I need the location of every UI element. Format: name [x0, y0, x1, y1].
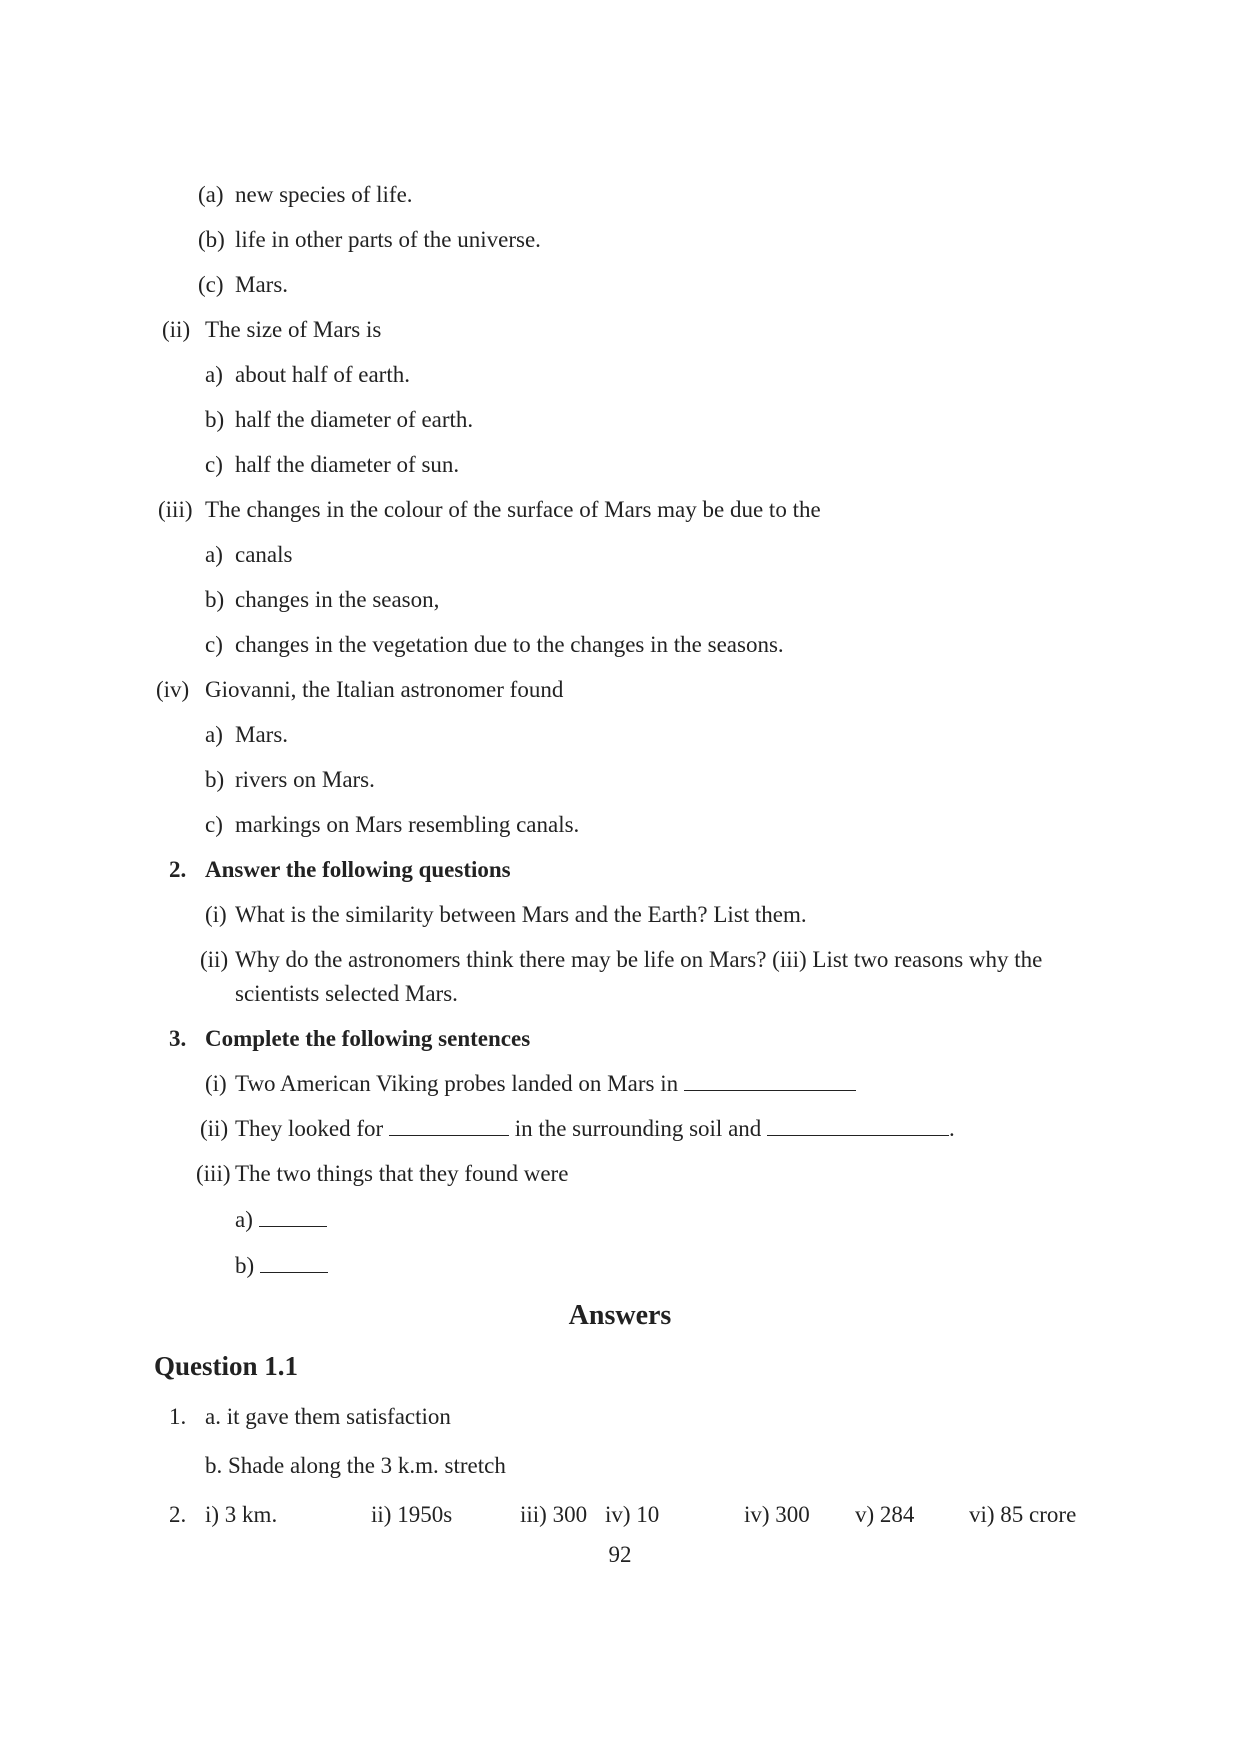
- answer-text: a. it gave them satisfaction: [205, 1404, 451, 1429]
- answer-value: i) 3 km.: [205, 1502, 278, 1527]
- option-label: c): [205, 632, 223, 657]
- fill-blank: [260, 1254, 328, 1273]
- blank-item: b): [235, 1252, 328, 1280]
- option-text: about half of earth.: [235, 362, 410, 387]
- fill-blank: [259, 1208, 327, 1227]
- option-text: life in other parts of the universe.: [235, 227, 541, 252]
- question-text: The changes in the colour of the surface of Mars may be due to the: [205, 497, 821, 522]
- option-text: changes in the vegetation due to the changes in the seasons.: [235, 632, 784, 657]
- option-text: markings on Mars resembling canals.: [235, 812, 580, 837]
- section-number: 2.: [169, 857, 187, 882]
- fill-blank: [389, 1117, 509, 1136]
- question-label: (ii): [200, 947, 229, 972]
- question-text: What is the similarity between Mars and the Earth? List them.: [235, 902, 807, 927]
- answer-value: ii) 1950s: [371, 1502, 453, 1527]
- option-text: half the diameter of earth.: [235, 407, 474, 432]
- question-label: (iii): [196, 1161, 231, 1186]
- question-text: They looked for in the surrounding soil and .: [235, 1116, 955, 1141]
- page-number: 92: [608, 1542, 632, 1567]
- section-heading: Complete the following sentences: [205, 1026, 531, 1051]
- question-text: The size of Mars is: [205, 317, 382, 342]
- option-text: new species of life.: [235, 182, 413, 207]
- option-label: a): [205, 542, 223, 567]
- question-label: (ii): [200, 1116, 229, 1141]
- option-label: c): [205, 812, 223, 837]
- answer-text: b. Shade along the 3 k.m. stretch: [205, 1453, 506, 1478]
- option-text: Mars.: [235, 722, 289, 747]
- option-text: half the diameter of sun.: [235, 452, 460, 477]
- fill-blank: [767, 1117, 949, 1136]
- answer-number: 2.: [169, 1502, 187, 1527]
- section-number: 3.: [169, 1026, 187, 1051]
- blank-item: a): [235, 1206, 327, 1234]
- question-text: The two things that they found were: [235, 1161, 569, 1186]
- option-label: b): [205, 407, 225, 432]
- option-label: a): [205, 362, 223, 387]
- question-text: Why do the astronomers think there may be life on Mars? (iii) List two reasons why the: [235, 947, 1043, 972]
- option-text: rivers on Mars.: [235, 767, 375, 792]
- answer-value: iv) 300: [744, 1502, 810, 1527]
- section-heading: Answer the following questions: [205, 857, 511, 882]
- fill-blank: [684, 1072, 856, 1091]
- option-label: (b): [198, 227, 225, 252]
- question-label: (ii): [162, 317, 191, 342]
- option-label: c): [205, 452, 223, 477]
- option-label: a): [205, 722, 223, 747]
- option-label: b): [205, 587, 225, 612]
- answer-value: iii) 300: [520, 1502, 588, 1527]
- answer-value: vi) 85 crore: [969, 1502, 1077, 1527]
- question-label: (iv): [156, 677, 190, 702]
- answers-title: Answers: [568, 1300, 672, 1331]
- answer-values-row: [0, 1501, 1240, 1529]
- question-label: (iii): [158, 497, 193, 522]
- option-text: Mars.: [235, 272, 289, 297]
- question-label: (i): [205, 902, 227, 927]
- option-text: changes in the season,: [235, 587, 440, 612]
- option-text: canals: [235, 542, 293, 567]
- question-text: Two American Viking probes landed on Mars in: [235, 1070, 856, 1098]
- option-label: b): [205, 767, 225, 792]
- question-label: (i): [205, 1071, 227, 1096]
- question-text-cont: scientists selected Mars.: [235, 981, 458, 1006]
- option-label: (a): [198, 182, 224, 207]
- option-label: (c): [198, 272, 224, 297]
- question-text: Giovanni, the Italian astronomer found: [205, 677, 564, 702]
- answer-question-heading: Question 1.1: [154, 1351, 299, 1381]
- answer-value: v) 284: [855, 1502, 915, 1527]
- answer-number: 1.: [169, 1404, 187, 1429]
- answer-value: iv) 10: [605, 1502, 660, 1527]
